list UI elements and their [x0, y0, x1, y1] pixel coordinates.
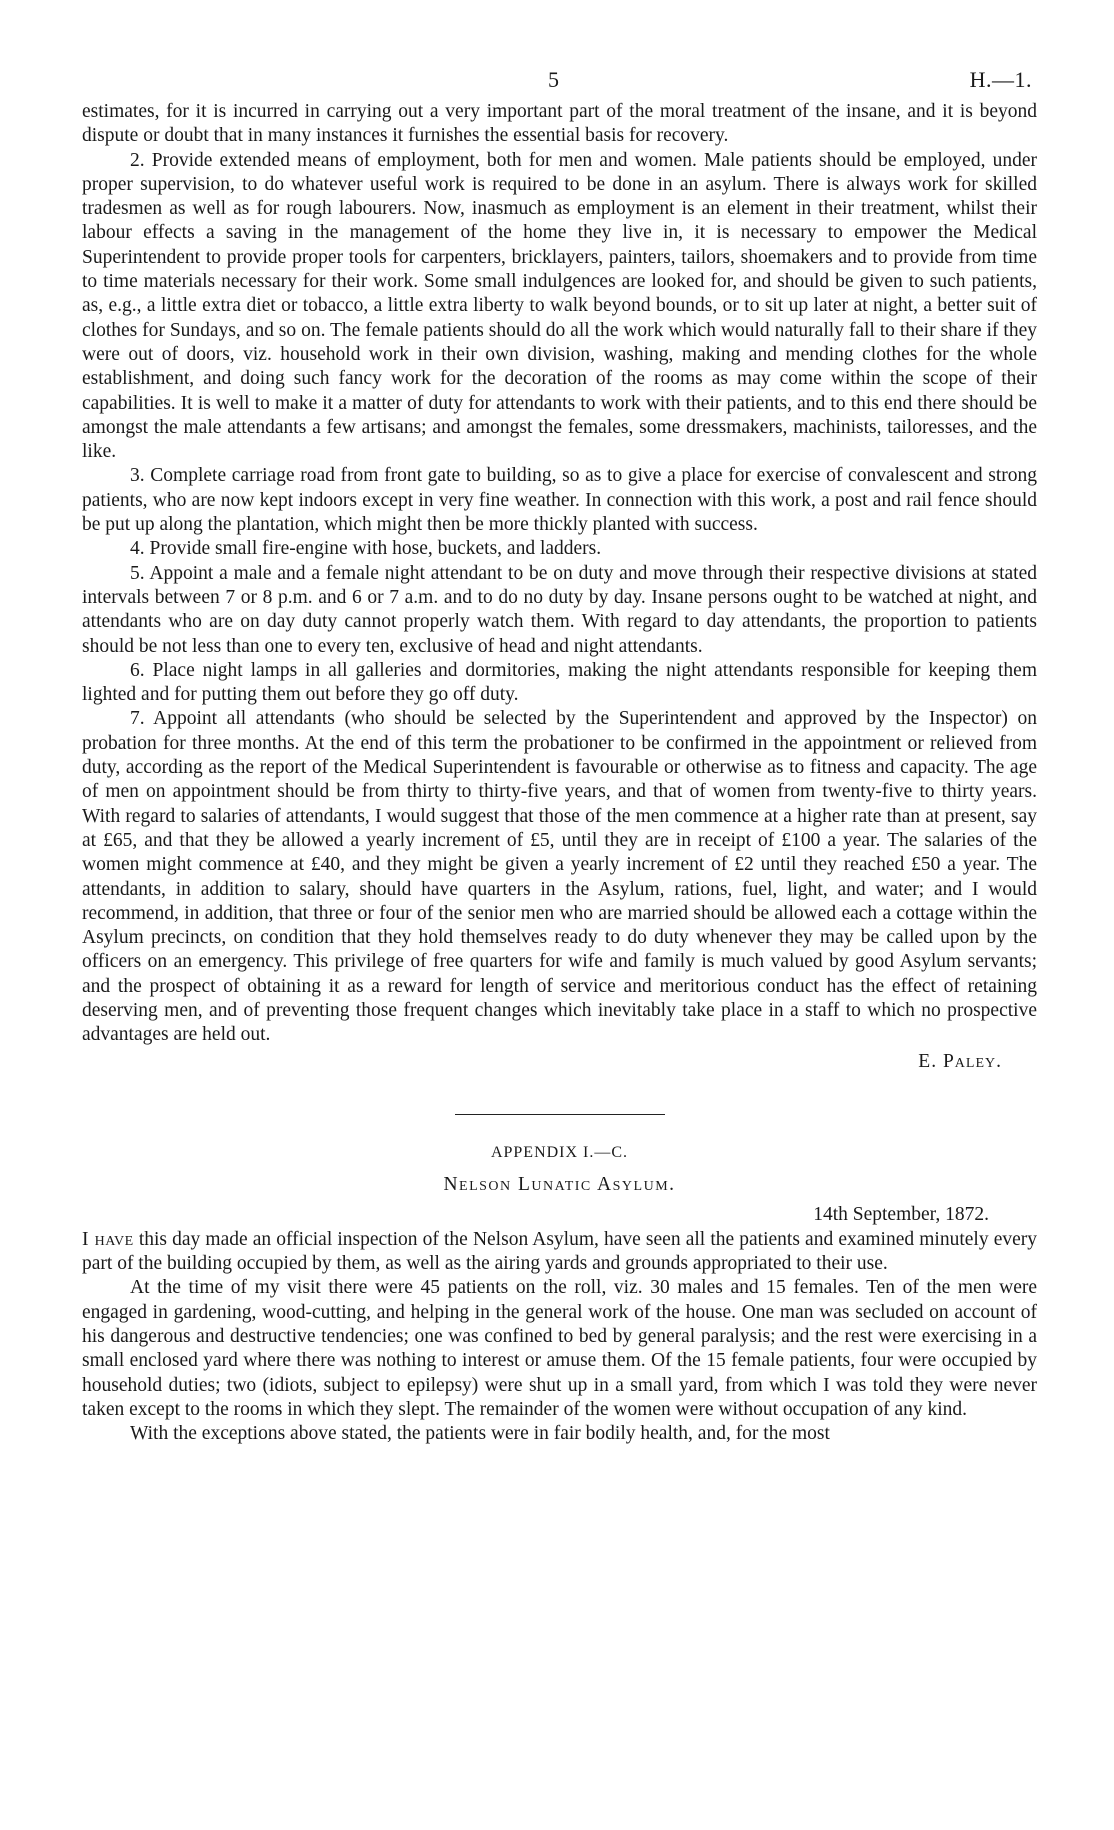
appendix-opening-paragraph: [82, 1228, 1037, 1277]
opening-text: this day made an official inspection of the Nelson Asylum, have seen all the patients and examined minutely every part of the building occupied by them, as well as the airing yards and grounds appropriated to their use.: [82, 1228, 1037, 1275]
paragraph-item-7: 7. Appoint all attendants (who should be selected by the Superintendent and approved by the Inspector) on probation for three months. At the end of this term the probationer to be confirmed in the appointment or relieved from duty, according as the report of the Medical Superintendent is favourable or otherwise as to fitness and capacity. The age of men on appointment should be from thirty to thirty-five years, and that of women from twenty-five to thirty years. With regard to salaries of attendants, I would suggest that those of the men commence at a higher rate than at present, say at £65, and that they be allowed a yearly increment of £5, until they are in receipt of £100 a year. The salaries of the women might commence at £40, and they might be given a yearly increment of £2 until they reached £50 a year. The attendants, in addition to salary, should have quarters in the Asylum, rations, fuel, light, and water; and I would recommend, in addition, that three or four of the senior men who are married should be allowed each a cottage within the Asylum precincts, on condition that they hold themselves ready to do duty whenever they may be called upon by the officers on an emergency. This privilege of free quarters for wife and family is much valued by good Asylum servants; and the prospect of obtaining it as a reward for length of service and meritorious conduct has the effect of retaining deserving men, and of preventing those frequent changes which inevitably take place in a staff to which no prospective advantages are held out.: [82, 708, 1037, 1046]
signature: E. Paley.: [918, 1050, 1002, 1072]
appendix-paragraph: With the exceptions above stated, the patients were in fair bodily health, and, for the most: [130, 1423, 830, 1445]
section-divider: [455, 1114, 665, 1115]
paragraph-item-6: 6. Place night lamps in all galleries and dormitories, making the night attendants responsible for keeping them lighted and for putting them out before they go off duty.: [82, 659, 1037, 706]
page-body: [82, 100, 1037, 1446]
paragraph-item-3: 3. Complete carriage road from front gate to building, so as to give a place for exercise of convalescent and strong patients, who are now kept indoors except in very fine weather. In connection with this work, a post and rail fence should be put up along the plantation, which might then be more thickly planted with success.: [82, 465, 1037, 536]
page-header: [0, 68, 1114, 98]
paragraph-continuation: estimates, for it is incurred in carrying out a very important part of the moral treatment of the insane, and it is beyond dispute or doubt that in many instances it furnishes the essential basis for recovery.: [82, 101, 1037, 147]
appendix-paragraph: At the time of my visit there were 45 patients on the roll, viz. 30 males and 15 females. Ten of the men were engaged in gardening, wood-cutting, and helping in the general work of the house. One man was secluded on account of his dangerous and destructive tendencies; one was confined to bed by general paralysis; and the rest were exercising in a small enclosed yard where there was nothing to interest or amuse them. Of the 15 female patients, four were occupied by household duties; two (idiots, subject to epilepsy) were shut up in a small yard, from which I was told they were never taken except to the rooms in which they slept. The remainder of the women were without occupation of any kind.: [82, 1277, 1037, 1420]
appendix-title: APPENDIX I.—C.: [490, 1143, 629, 1161]
paragraph-item-2: 2. Provide extended means of employment, both for men and women. Male patients should be employed, under proper supervision, to do whatever useful work is required to be done in an asylum. There is always work for skilled tradesmen as well as for rough labourers. Now, inasmuch as employment is an element in their treatment, whilst their labour effects a saving in the management of the home they live in, it is necessary to empower the Medical Superintendent to provide proper tools for carpenters, bricklayers, painters, tailors, shoemakers and to provide from time to time materials necessary for their work. Some small indulgences are looked for, and should be given to such patients, as, e.g., a little extra diet or tobacco, a little extra liberty to walk beyond bounds, or to sit up later at night, a better suit of clothes for Sundays, and so on. The female patients should do all the work which would naturally fall to their share if they were out of doors, viz. household work in their own division, washing, making and mending clothes for the whole establishment, and doing such fancy work for the decoration of the rooms as may come within the scope of their capabilities. It is well to make it a matter of duty for attendants to work with their patients, and to this end there should be amongst the male attendants a few artisans; and amongst the females, some dressmakers, machinists, tailoresses, and the like.: [82, 149, 1037, 463]
appendix-subtitle: Nelson Lunatic Asylum.: [443, 1174, 676, 1196]
page-number: 5: [548, 67, 559, 92]
appendix-date: 14th September, 1872.: [813, 1204, 989, 1226]
paragraph-item-4: 4. Provide small fire-engine with hose, buckets, and ladders.: [130, 538, 602, 560]
opening-words: I have: [82, 1228, 134, 1250]
paragraph-item-5: 5. Appoint a male and a female night attendant to be on duty and move through their respective divisions at stated intervals between 7 or 8 p.m. and 6 or 7 a.m. and to do no duty by day. Insane persons ought to be watched at night, and attendants who are on day duty cannot properly watch them. With regard to day attendants, the proportion to patients should be not less than one to every ten, exclusive of head and night attendants.: [82, 562, 1037, 657]
document-reference: H.—1.: [969, 67, 1032, 92]
